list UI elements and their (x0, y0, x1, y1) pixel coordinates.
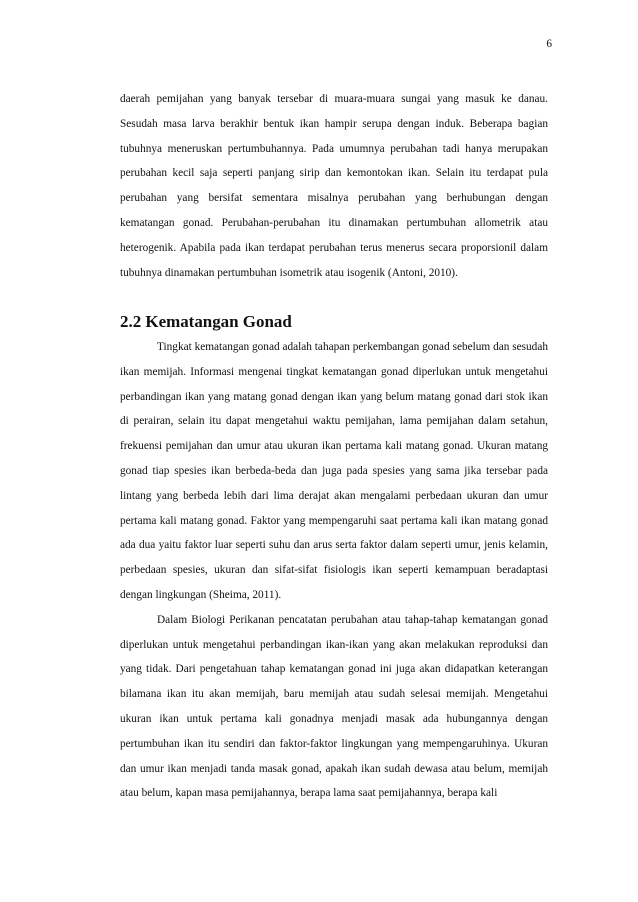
page-number: 6 (546, 38, 552, 50)
paragraph-kematangan-2: Dalam Biologi Perikanan pencatatan perubahan atau tahap-tahap kematangan gonad diperlukan untuk mengetahui perbandingan ikan-ikan yang akan melakukan reproduksi dan yang tidak. Dari pengetahuan tahap kematangan gonad ini juga akan didapatkan keterangan bilamana ikan itu akan memijah, baru memijah atau sudah selesai memijah. Mengetahui ukuran ikan untuk pertama kali gonadnya menjadi masak ada hubungannya dengan pertumbuhan ikan itu sendiri dan faktor-faktor lingkungan yang mempengaruhinya. Ukuran dan umur ikan menjadi tanda masak gonad, apakah ikan sudah dewasa atau belum, memijah atau belum, kapan masa pemijahannya, berapa lama saat pemijahannya, berapa kali (120, 613, 548, 800)
paragraph-continued: daerah pemijahan yang banyak tersebar di muara-muara sungai yang masuk ke danau. Sesudah masa larva berakhir bentuk ikan hampir serupa dengan induk. Beberapa bagian tubuhnya meneruskan pertumbuhannya. Pada umumnya perubahan tadi hanya merupakan perubahan kecil saja seperti panjang sirip dan kemontokan ikan. Selain itu terdapat pula perubahan yang bersifat sementara misalnya perubahan yang berhubungan dengan kematangan gonad. Perubahan-perubahan itu dinamakan pertumbuhan allometrik atau heterogenik. Apabila pada ikan terdapat perubahan terus menerus secara proporsionil dalam tubuhnya dinamakan pertumbuhan isometrik atau isogenik (Antoni, 2010). (120, 93, 548, 279)
paragraph-gap (120, 285, 548, 310)
section-heading: 2.2 Kematangan Gonad (120, 312, 292, 332)
body-text (120, 87, 548, 806)
paragraph-kematangan-1: Tingkat kematangan gonad adalah tahapan perkembangan gonad sebelum dan sesudah ikan memijah. Informasi mengenai tingkat kematangan gonad diperlukan untuk mengetahui perbandingan ikan yang matang gonad dengan ikan yang belum matang gonad dari stok ikan di perairan, selain itu dapat mengetahui waktu pemijahan, lama pemijahan dalam setahun, frekuensi pemijahan dan umur atau ukuran ikan pertama kali matang gonad. Ukuran matang gonad tiap spesies ikan berbeda-beda dan juga pada spesies yang sama jika tersebar pada lintang yang berbeda lebih dari lima derajat akan mengalami perbedaan ukuran dan umur pertama kali matang gonad. Faktor yang mempengaruhi saat pertama kali ikan matang gonad ada dua yaitu faktor luar seperti suhu dan arus serta faktor dalam seperti umur, jenis kelamin, perbedaan spesies, ukuran dan sifat-sifat fisiologis ikan seperti kemampuan beradaptasi dengan lingkungan (Sheima, 2011). (120, 340, 548, 601)
